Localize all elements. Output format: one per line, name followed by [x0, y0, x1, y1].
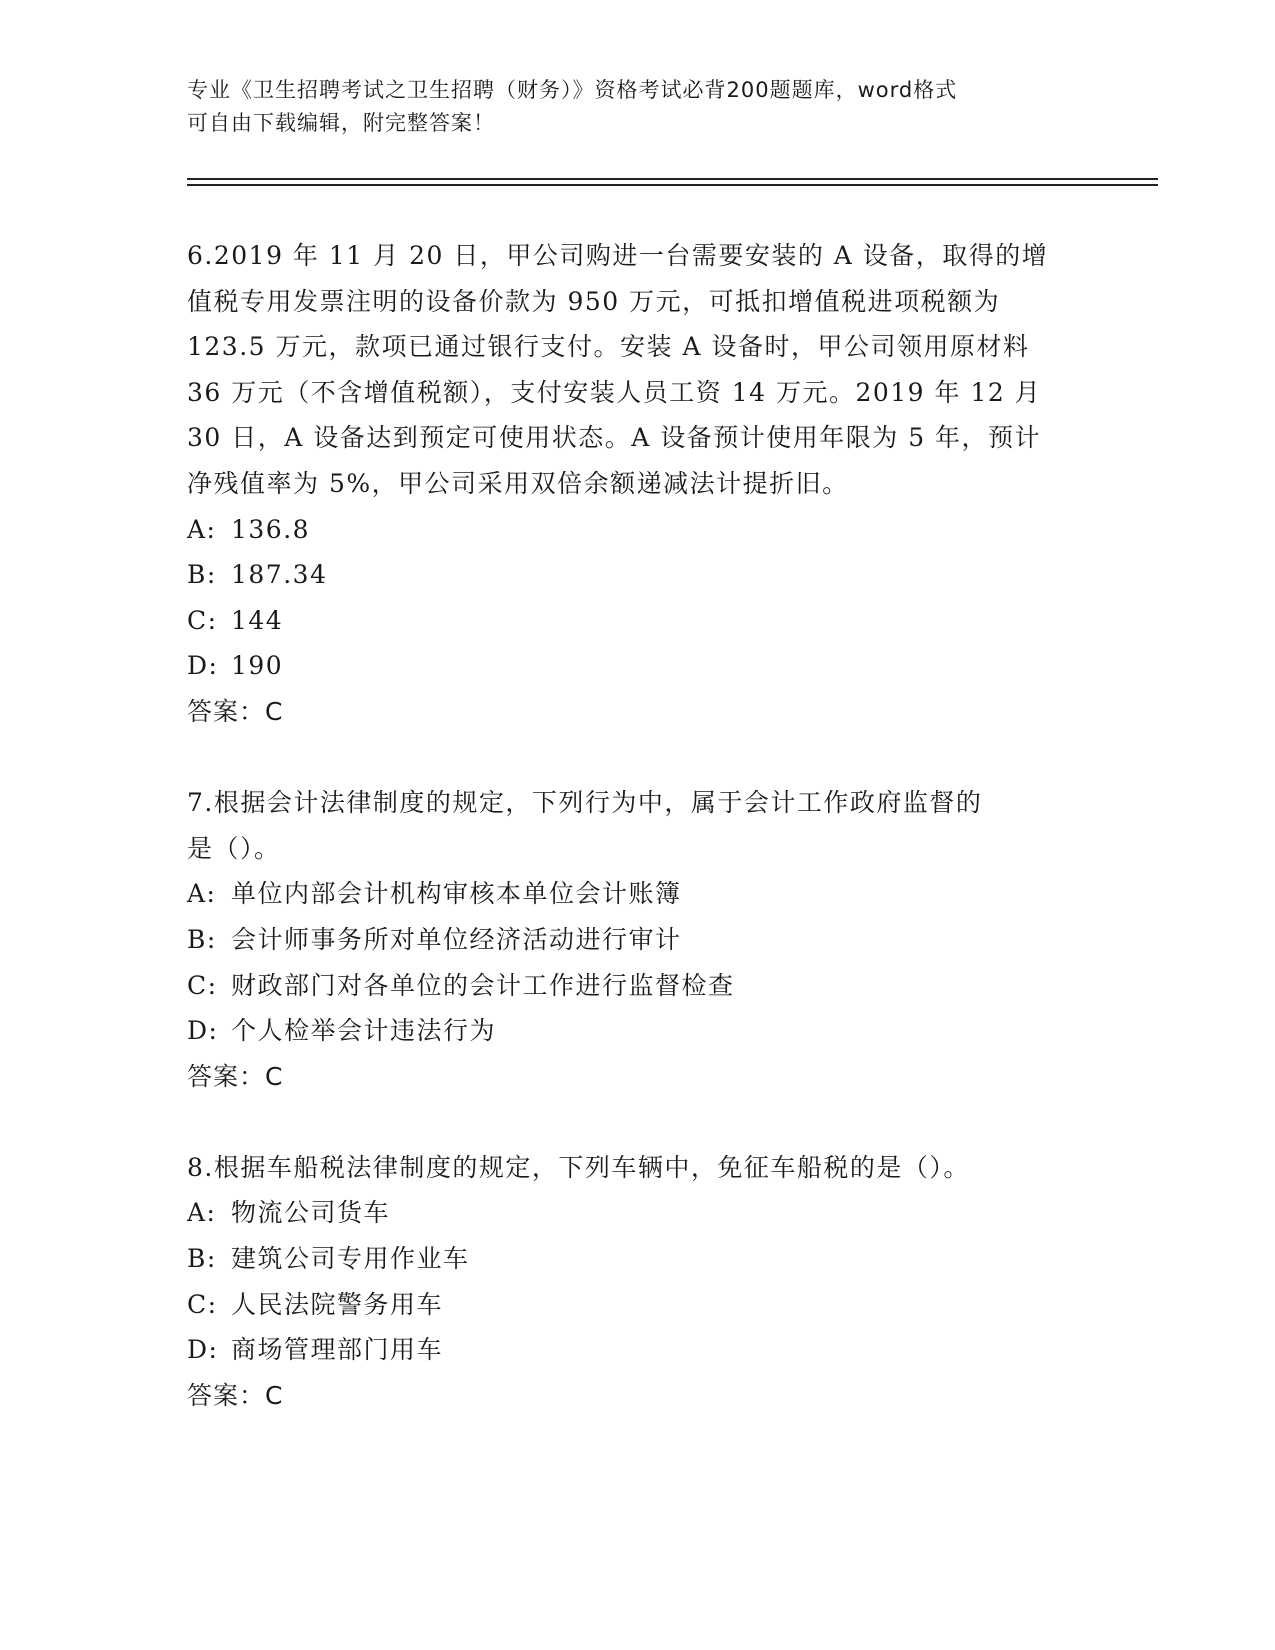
option-d	[187, 1327, 1087, 1373]
answer-line: 答案：C	[187, 696, 284, 726]
option-a	[187, 871, 1087, 917]
question-list	[187, 233, 1087, 1418]
option-key: D:	[187, 651, 219, 681]
header-line: 专业《卫生招聘考试之卫生招聘（财务）》资格考试必背200题题库，word格式	[187, 78, 958, 102]
option-key: B:	[187, 560, 217, 590]
option-b	[187, 1236, 1087, 1282]
option-a	[187, 1190, 1087, 1236]
option-key: D:	[187, 1335, 219, 1365]
option-text: 190	[231, 651, 284, 681]
question-line: 30 日，A 设备达到预定可使用状态。A 设备预计使用年限为 5 年，预计	[187, 423, 1042, 453]
option-text: 187.34	[231, 560, 328, 590]
option-c	[187, 598, 1087, 644]
option-key: A:	[187, 879, 217, 909]
option-text: 建筑公司专用作业车	[231, 1244, 470, 1274]
option-text: 物流公司货车	[231, 1198, 391, 1228]
header-divider	[187, 184, 1158, 186]
option-d	[187, 1008, 1087, 1054]
option-text: 商场管理部门用车	[231, 1335, 444, 1365]
option-key: C:	[187, 1289, 218, 1319]
question-line: 值税专用发票注明的设备价款为 950 万元，可抵扣增值税进项税额为	[187, 286, 1001, 316]
option-d	[187, 643, 1087, 689]
option-c	[187, 1282, 1087, 1328]
option-c	[187, 963, 1087, 1009]
option-text: 144	[231, 605, 284, 635]
question-6	[187, 233, 1087, 735]
question-line: 123.5 万元，款项已通过银行支付。安装 A 设备时，甲公司领用原材料	[187, 332, 1030, 362]
question-text	[187, 233, 1087, 507]
option-b	[187, 552, 1087, 598]
answer-line: 答案：C	[187, 1380, 284, 1410]
option-key: C:	[187, 970, 218, 1000]
option-b	[187, 917, 1087, 963]
question-line: 7.根据会计法律制度的规定，下列行为中，属于会计工作政府监督的	[187, 788, 983, 818]
spacer	[187, 735, 1087, 781]
document-header	[187, 74, 1067, 140]
option-text: 单位内部会计机构审核本单位会计账簿	[231, 879, 682, 909]
option-text: 人民法院警务用车	[231, 1289, 444, 1319]
question-line: 是（）。	[187, 833, 281, 863]
option-key: D:	[187, 1016, 219, 1046]
option-text: 财政部门对各单位的会计工作进行监督检查	[231, 970, 735, 1000]
option-text: 会计师事务所对单位经济活动进行审计	[231, 924, 682, 954]
question-line: 6.2019 年 11 月 20 日，甲公司购进一台需要安装的 A 设备，取得的增	[187, 241, 1049, 270]
question-text	[187, 780, 1087, 871]
option-key: B:	[187, 1244, 217, 1274]
header-line: 可自由下载编辑，附完整答案！	[187, 111, 495, 135]
question-8	[187, 1145, 1087, 1419]
option-text: 136.8	[231, 514, 311, 544]
option-key: A:	[187, 514, 217, 544]
option-a	[187, 507, 1087, 553]
question-line: 净残值率为 5%，甲公司采用双倍余额递减法计提折旧。	[187, 468, 849, 498]
header-divider	[187, 178, 1158, 180]
option-key: C:	[187, 605, 218, 635]
spacer	[187, 1099, 1087, 1145]
answer-line: 答案：C	[187, 1061, 284, 1091]
question-text	[187, 1145, 1087, 1191]
question-7	[187, 780, 1087, 1099]
option-key: B:	[187, 924, 217, 954]
option-text: 个人检举会计违法行为	[231, 1016, 497, 1046]
question-line: 36 万元（不含增值税额），支付安装人员工资 14 万元。2019 年 12 月	[187, 377, 1042, 407]
question-line: 8.根据车船税法律制度的规定，下列车辆中，免征车船税的是（）。	[187, 1152, 970, 1182]
option-key: A:	[187, 1198, 217, 1228]
